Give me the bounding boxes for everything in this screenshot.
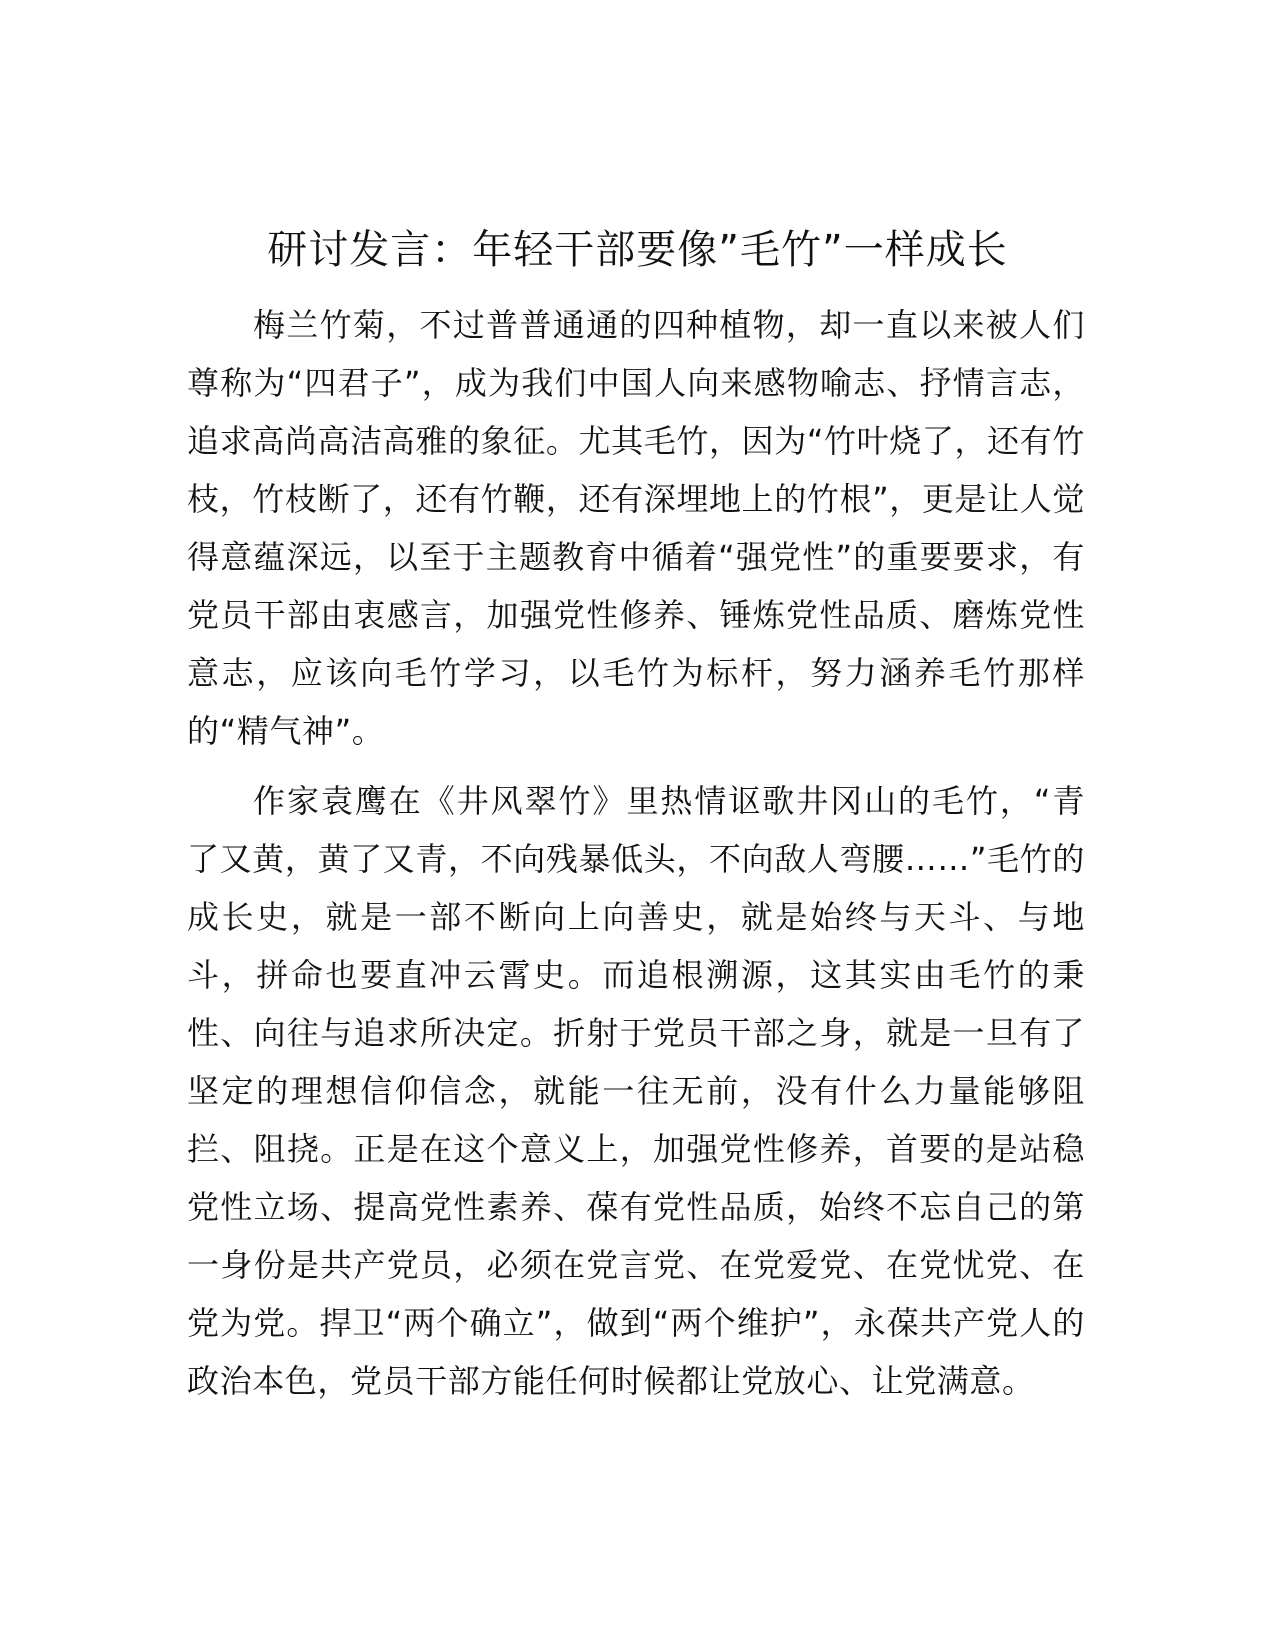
document-title: 研讨发言：年轻干部要像”毛竹”一样成长 <box>267 227 1008 273</box>
paragraph-1: 梅兰竹菊，不过普普通通的四种植物，却一直以来被人们尊称为“四君子”，成为我们中国人向来感物喻志、抒情言志，追求高尚高洁高雅的象征。尤其毛竹，因为“竹叶烧了，还有竹枝，竹枝断了，还有竹鞭，还有深埋地上的竹根”，更是让人觉得意蕴深远，以至于主题教育中循着“强党性”的重要要求，有党员干部由衷感言，加强党性修养、锤炼党性品质、磨炼党性意志，应该向毛竹学习，以毛竹为标杆，努力涵养毛竹那样的“精气神”。 <box>187 306 1085 750</box>
paragraph-2: 作家袁鹰在《井风翠竹》里热情讴歌井冈山的毛竹，“青了又黄，黄了又青，不向残暴低头，不向敌人弯腰……”毛竹的成长史，就是一部不断向上向善史，就是始终与天斗、与地斗，拼命也要直冲云霄史。而追根溯源，这其实由毛竹的秉性、向往与追求所决定。折射于党员干部之身，就是一旦有了坚定的理想信仰信念，就能一往无前，没有什么力量能够阻拦、阻挠。正是在这个意义上，加强党性修养，首要的是站稳党性立场、提高党性素养、葆有党性品质，始终不忘自己的第一身份是共产党员，必须在党言党、在党爱党、在党忧党、在党为党。捍卫“两个确立”，做到“两个维护”，永葆共产党人的政治本色，党员干部方能任何时候都让党放心、让党满意。 <box>187 782 1085 1400</box>
